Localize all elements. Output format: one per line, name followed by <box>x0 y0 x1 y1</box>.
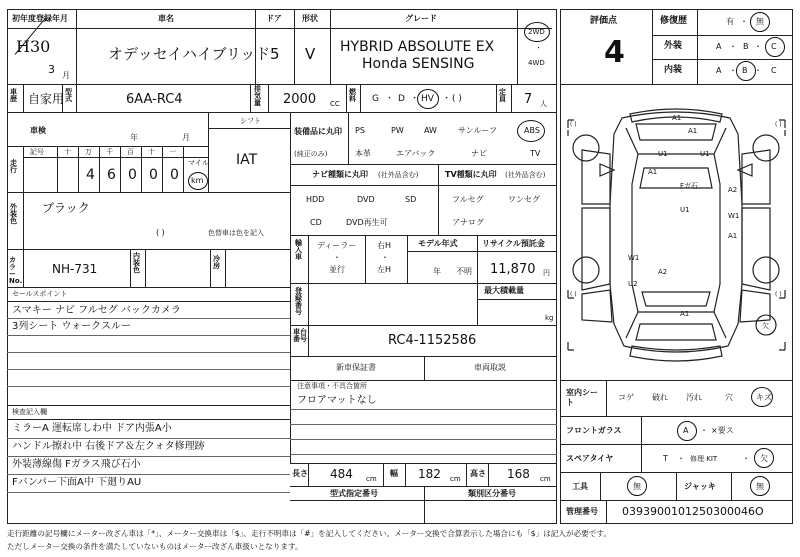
model-year-label: モデル年式 <box>418 239 458 248</box>
sales-label: セールスポイント <box>12 290 68 298</box>
navi-option: SD <box>405 195 417 204</box>
shift-label: シフト <box>240 117 261 125</box>
svg-text:( ): ( ) <box>570 121 577 128</box>
svg-text:( ): ( ) <box>775 121 782 128</box>
mgmt-label: 管理番号 <box>566 507 598 516</box>
recycle-value: 11,870 <box>490 262 536 277</box>
seat-scratch-circle <box>751 387 773 407</box>
navi-option: CD <box>310 218 322 227</box>
windshield-label: フロントガラス <box>566 426 622 435</box>
mgmt-number: 0393900101250300046O <box>622 505 764 518</box>
mileage-digit: 0 <box>128 167 137 183</box>
model-year-unknown: 不明 <box>456 267 472 276</box>
interior-a: A <box>716 66 722 75</box>
seat-option: 穴 <box>725 393 733 402</box>
seat-option: コゲ <box>618 393 634 402</box>
color-label: 外装色 <box>10 203 17 225</box>
abs-circle <box>517 120 545 142</box>
color-value: ブラック <box>42 201 90 215</box>
notes-rule <box>290 454 557 455</box>
fuel-other: ( ) <box>452 94 462 104</box>
height-value: 168 <box>507 467 530 481</box>
color-note: 色替車は色を記入 <box>208 229 264 237</box>
interior-b: B <box>742 66 748 75</box>
reg-number-label: 登録番号 <box>295 287 302 316</box>
inspector-line: Fバンパー下面A中 下廻りAU <box>12 477 142 488</box>
sales-line-1: スマキー ナビ フルセグ バックカメラ <box>12 305 181 316</box>
grade-line2: Honda SENSING <box>362 56 475 72</box>
shaken-label: 車検 <box>30 126 46 135</box>
inspection-sheet: 初年度登録年月 H30 3 月 車名 オデッセイハイブリッド ドア 5 形状 V グレード HYBRID ABSOLUTE EX Honda SENSING 2WD ・ 4WD 車歴 自家用 型式 6AA-RC4 排気量 2000 CC 燃料 G ・ D ・ HV ・ ( ) 定員 7 人 車検 年 月 シフト IAT 走行 記号 十 万 千 百 十 一 4 6 0 0 0 マイル km 外装色 ブラック ( ) 色替車は色を記入 カラーNo. NH-731 内装色 冷房 装備品に丸印 (純正のみ) PS PW AW サンルーフ ABS 本革 エアバック ナビ TV ナビ種類に丸印 (社外品含む) TV種類に丸印 (社外品含む) HDD DVD SD CD DVD再生可 フルセグ ワンセグ アナログ 輸入車 ディーラー ・ 並行 右H ・ 左H モデル年式 年 不明 リサイクル預託金 11,870 円 セールスポイント スマキー ナビ フルセグ バックカメラ 3列シート ウォークスルー 登録番号 最大積載量 kg 車台番号 RC4-1152586 新車保証書 車両取説 注意事項・不具合箇所 フロアマットなし 検査記入欄 ミラーA 運転席しわ中 ドア内張A小 ハンドル擦れ中 右後ドア＆左クォタ修理跡 外装薄線傷 Fガラス飛び石小 Fバンパー下面A中 下廻りAU 長さ 484 cm 幅 182 cm 高さ 168 cm 型式指定番号 類別区分番号 評価点 4 修復歴 有 ・ 無 外装 A ・ B ・ C 内装 A ・ B ・ C ( ) ( ) ( ) ( ) A1 A1 U1 U1 A1 Fガ石 A2 U1 W1 A1 W1 U2 A2 A1 欠 室内シート コゲ 破れ 汚れ 穴 キズ フロントガラス A ・ ×要ス スペアタイヤ T ・ 修理 KIT ・ 欠 工具 無 ジャッキ 無 管理番号 0393900101250300046O 走行距離の記号欄にメーター改ざん車は「*」、メーター交換車は「$」、走行不明車は「#」を記入してください。メーター交換で合算表示した場合にも「$」は記入が必要です。 ただしメーター交換の条件を満たしていないものはメーター改ざん車扱いとなります。 <box>0 0 800 557</box>
seat-label: 室内シート <box>566 388 598 408</box>
sales-rule <box>7 369 290 370</box>
body-type: 自家用 <box>28 92 65 106</box>
equipment-sub-label: (純正のみ) <box>294 150 328 158</box>
exterior-b: B <box>743 42 749 51</box>
digit-header: 一 <box>169 148 176 156</box>
shift-value: IAT <box>236 152 258 168</box>
notes-label: 注意事項・不具合箇所 <box>297 382 367 390</box>
capacity-label: 定員 <box>499 88 506 103</box>
import-right: 右H <box>377 241 392 250</box>
capacity-value: 7 <box>524 92 533 107</box>
import-parallel: 並行 <box>329 265 345 274</box>
equipment-item: AW <box>424 126 437 135</box>
grade-line1: HYBRID ABSOLUTE EX <box>340 39 495 55</box>
navi-option: DVD再生可 <box>346 218 388 227</box>
max-load-label: 最大積載量 <box>484 286 524 295</box>
chassis-value: RC4-1152586 <box>388 333 477 348</box>
tv-option: フルセグ <box>452 195 484 204</box>
footer-line-2: ただしメーター交換の条件を満たしていないものはメーター改ざん車扱いとなります。 <box>7 542 303 551</box>
exterior-label: 外装 <box>664 41 683 51</box>
person-unit: 人 <box>540 100 547 108</box>
tools-label: 工具 <box>572 482 588 491</box>
equipment-item: PS <box>355 126 365 135</box>
score-value: 4 <box>604 35 625 70</box>
damage-mark: 欠 <box>762 322 769 330</box>
damage-mark: W1 <box>728 212 740 220</box>
damage-mark: U1 <box>680 206 690 214</box>
damage-mark: U1 <box>700 150 710 158</box>
inspector-line: 外装薄線傷 Fガラス飛び石小 <box>12 459 141 470</box>
equipment-item: 本革 <box>355 149 371 158</box>
height-label: 高さ <box>470 469 486 478</box>
fuel-d: D <box>398 94 405 104</box>
interior-c: C <box>771 66 777 75</box>
import-left: 左H <box>377 265 392 274</box>
length-unit: cm <box>366 475 377 483</box>
model-year-unit: 年 <box>433 267 441 276</box>
jack-value: 無 <box>756 482 764 491</box>
seat-option: キズ <box>756 393 772 402</box>
inspector-rule <box>7 474 290 475</box>
type-designation-label: 型式指定番号 <box>330 489 378 498</box>
damage-mark: A2 <box>658 268 668 276</box>
sales-rule <box>7 335 290 336</box>
inspector-label: 検査記入欄 <box>12 408 47 416</box>
spare-t: T <box>663 454 668 463</box>
mileage-digit: 6 <box>107 167 116 183</box>
inspector-line: ハンドル擦れ中 右後ドア＆左クォタ修理跡 <box>12 441 205 452</box>
drive-4wd: 4WD <box>528 59 545 67</box>
category-number-label: 類別区分番号 <box>468 489 516 498</box>
body-type-label: 車歴 <box>10 88 17 103</box>
kg-unit: kg <box>545 314 554 322</box>
damage-mark: A1 <box>672 114 682 122</box>
digit-header: 百 <box>127 148 134 156</box>
tv-note: (社外品含む) <box>505 171 546 179</box>
spare-none: 欠 <box>760 454 768 463</box>
svg-text:( ): ( ) <box>775 291 782 298</box>
navi-option: HDD <box>306 195 325 204</box>
height-unit: cm <box>540 475 551 483</box>
model-value: 6AA-RC4 <box>126 92 183 107</box>
width-value: 182 <box>418 467 441 481</box>
damage-mark: U2 <box>628 280 638 288</box>
drive-2wd: 2WD <box>528 28 545 36</box>
jack-label: ジャッキ <box>684 482 716 491</box>
equipment-item: ABS <box>524 126 540 135</box>
spare-kit: 修理 KIT <box>690 455 718 463</box>
door-label: ドア <box>266 14 282 23</box>
equipment-item: サンルーフ <box>458 126 497 135</box>
width-unit: cm <box>450 475 461 483</box>
damage-mark: W1 <box>628 254 640 262</box>
door-count: 5 <box>270 45 280 63</box>
digit-header: 十 <box>64 148 71 156</box>
windshield-x: ×要ス <box>711 426 734 435</box>
damage-mark: A1 <box>688 127 698 135</box>
notes-value: フロアマットなし <box>297 395 377 406</box>
shaken-month-unit: 月 <box>182 133 190 142</box>
cc-unit: CC <box>330 100 340 108</box>
digit-header: 記号 <box>30 148 44 156</box>
navi-option: DVD <box>357 195 375 204</box>
import-dealer: ディーラー <box>317 241 357 250</box>
reg-year-label: 初年度登録年月 <box>12 14 68 23</box>
repair-no: 無 <box>756 17 764 26</box>
sales-rule <box>7 352 290 353</box>
color-paren: ( ) <box>156 228 165 237</box>
repair-yes: 有 <box>726 17 734 26</box>
damage-mark: A1 <box>728 232 738 240</box>
displacement-label: 排気量 <box>254 85 261 107</box>
shape-value: V <box>305 45 316 63</box>
shape-label: 形状 <box>302 14 318 23</box>
tools-value: 無 <box>633 482 641 491</box>
km-label: km <box>191 176 204 185</box>
footer-line-1: 走行距離の記号欄にメーター改ざん車は「*」、メーター交換車は「$」、走行不明車は「#」を記入してください。メーター交換で合算表示した場合にも「$」は記入が必要です。 <box>7 529 611 538</box>
grade-label: グレード <box>405 14 437 23</box>
reg-month: 3 <box>48 63 55 76</box>
mileage-digit: 0 <box>149 167 158 183</box>
inspector-rule <box>7 492 290 493</box>
equipment-item: TV <box>530 149 541 158</box>
svg-text:( ): ( ) <box>570 291 577 298</box>
tv-option: ワンセグ <box>508 195 540 204</box>
notes-rule <box>290 409 557 410</box>
reg-era: H30 <box>16 37 51 56</box>
damage-mark: A1 <box>648 168 658 176</box>
car-name-label: 車名 <box>158 14 174 23</box>
seat-option: 破れ <box>652 393 668 402</box>
tv-title: TV種類に丸印 <box>445 170 497 179</box>
length-value: 484 <box>330 467 353 481</box>
new-car-warranty: 新車保証書 <box>336 363 376 372</box>
interior-color-label: 内装色 <box>133 252 140 274</box>
mileage-digit: 0 <box>170 167 179 183</box>
length-label: 長さ <box>292 469 308 478</box>
width-label: 幅 <box>390 469 398 478</box>
exterior-a: A <box>716 42 722 51</box>
inspector-rule <box>7 438 290 439</box>
seat-option: 汚れ <box>686 393 702 402</box>
displacement-value: 2000 <box>283 92 317 107</box>
equipment-item: エアバック <box>396 149 436 158</box>
fuel-hv: HV <box>421 94 434 104</box>
damage-mark: Fガ石 <box>680 182 699 190</box>
import-label: 輸入車 <box>295 239 302 261</box>
model-label: 型式 <box>65 88 72 103</box>
digit-header: 千 <box>106 148 113 156</box>
repair-label: 修復歴 <box>660 16 688 26</box>
car-name: オデッセイハイブリッド <box>108 45 271 63</box>
navi-title: ナビ種類に丸印 <box>312 170 368 179</box>
sales-rule <box>7 318 290 319</box>
damage-mark: A1 <box>680 310 690 318</box>
inspector-line: ミラーA 運転席しわ中 ドア内張A小 <box>12 423 172 434</box>
mileage-digit: 4 <box>86 167 95 183</box>
sales-rule <box>7 386 290 387</box>
tv-option: アナログ <box>452 218 484 227</box>
color-code-label: カラーNo. <box>9 256 23 285</box>
fuel-label: 燃料 <box>349 88 356 103</box>
vehicle-manual: 車両取説 <box>474 363 506 372</box>
car-damage-diagram <box>560 84 793 380</box>
interior-label: 内装 <box>664 65 683 75</box>
shaken-year-unit: 年 <box>130 133 138 142</box>
score-label: 評価点 <box>590 16 618 26</box>
mileage-label: 走行 <box>10 159 17 174</box>
fuel-g: G <box>372 94 379 104</box>
equipment-item: ナビ <box>471 149 487 158</box>
notes-rule <box>290 439 557 440</box>
inspector-rule <box>7 456 290 457</box>
spare-label: スペアタイヤ <box>566 454 614 463</box>
yen-unit: 円 <box>543 269 550 277</box>
reg-month-unit: 月 <box>62 71 70 80</box>
chassis-label: 車台番号 <box>293 328 307 343</box>
windshield-a: A <box>683 426 689 435</box>
notes-rule <box>290 424 557 425</box>
equipment-label: 装備品に丸印 <box>294 127 342 136</box>
cooler-label: 冷房 <box>213 255 220 270</box>
equipment-item: PW <box>391 126 404 135</box>
recycle-label: リサイクル預託金 <box>482 239 545 248</box>
sales-line-2: 3列シート ウォークスルー <box>12 321 132 332</box>
damage-mark: A2 <box>728 186 738 194</box>
color-code: NH-731 <box>52 262 98 276</box>
digit-header: 万 <box>85 148 92 156</box>
exterior-c: C <box>771 42 777 51</box>
drive-dot: ・ <box>535 44 542 52</box>
digit-header: 十 <box>148 148 155 156</box>
navi-note: (社外品含む) <box>378 171 419 179</box>
damage-mark: U1 <box>658 150 668 158</box>
mile-label: マイル <box>188 159 209 167</box>
